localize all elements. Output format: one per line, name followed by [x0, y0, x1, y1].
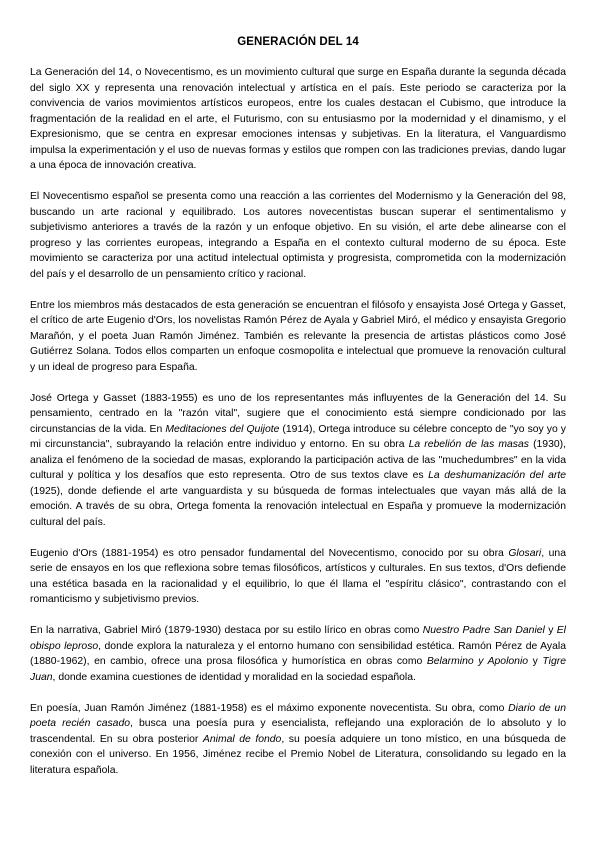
paragraph-3: [30, 298, 566, 376]
italic-title-text: La deshumanización del arte: [428, 470, 566, 481]
paragraph-text: José Ortega y Gasset (1883-1955) es uno de los representantes más influyentes de la Generación del 14. Su pensamiento, centrado en la "razón vital", sugiere que el conocimiento está siempre condicionado por las circunstancias de la vida. En: [30, 392, 566, 435]
paragraph-text: , donde explora la naturaleza y el entorno humano con sensibilidad estética. Ramón Pérez de Ayala (1880-1962), en cambio, ofrece una prosa filosófica y humorística en obras como: [30, 640, 566, 667]
paragraph-5: [30, 546, 566, 608]
italic-title-text: Tigre Juan: [30, 656, 566, 683]
italic-title-text: Glosari: [508, 547, 542, 559]
paragraph-text: Entre los miembros más destacados de esta generación se encuentran el filósofo y ensayista José Ortega y Gasset, el crítico de arte Eugenio d'Ors, los novelistas Ramón Pérez de Ayala y Gabriel Miró, el médico y ensayista Gregorio Marañón, y el poeta Juan Ramón Jiménez. También es relevante la presencia de artistas plásticos como José Gutiérrez Solana. Todos ellos comparten un enfoque cosmopolita e intelectual que promueve la renovación cultural y un ideal de progreso para España.: [30, 299, 566, 373]
paragraph-text: La Generación del 14, o Novecentismo, es un movimiento cultural que surge en España durante la segunda década del siglo XX y representa una renovación intelectual y artística en el país. Este periodo se caracteriza por la convivencia de varios movimientos artísticos europeos, entre los cuales destacan el Cubismo, que introduce la fragmentación de la realidad en el arte, el Futurismo, con su entusiasmo por la modernidad y el dinamismo, y el Expresionismo, que se centra en expresar emociones intensas y subjetivas. En la literatura, el Vanguardismo impulsa la experimentación y el uso de nuevas formas y estilos que rompen con las tradiciones previas, dando lugar a una época de innovación creativa.: [30, 67, 566, 171]
paragraph-text: y: [528, 656, 543, 667]
document-body: [30, 65, 566, 778]
paragraph-text: (1925), donde defiende el arte vanguardista y su búsqueda de formas intelectuales que vayan más allá de la emoción. A través de su obra, Ortega fomenta la renovación intelectual en España y promueve la modernización cultural del país.: [30, 485, 566, 528]
italic-title-text: Belarmino y Apolonio: [426, 656, 529, 667]
paragraph-6: [30, 623, 566, 685]
paragraph-2: [30, 189, 566, 282]
italic-title-text: La rebelión de las masas: [408, 439, 529, 450]
paragraph-4: [30, 391, 566, 531]
paragraph-1: [30, 65, 566, 174]
italic-title-text: Nuestro Padre San Daniel: [422, 625, 545, 636]
paragraph-text: , busca una poesía pura y esencialista, reflejando una exploración de lo absoluto y lo trascendental. En su obra posterior: [30, 718, 566, 745]
paragraph-text: En poesía, Juan Ramón Jiménez (1881-1958) es el máximo exponente novecentista. Su obra, como: [30, 702, 509, 714]
paragraph-text: (1914), Ortega introduce su célebre concepto de "yo soy yo y mi circunstancia", subrayando la relación entre individuo y entorno. En su obra: [30, 423, 566, 450]
italic-title-text: Meditaciones del Quijote: [165, 423, 280, 435]
document-title: GENERACIÓN DEL 14: [237, 36, 359, 48]
paragraph-text: , donde examina cuestiones de identidad y moralidad en la sociedad española.: [52, 671, 416, 683]
paragraph-text: El Novecentismo español se presenta como una reacción a las corrientes del Modernismo y la Generación del 98, buscando un arte racional y equilibrado. Los autores novecentistas buscan superar el sentimentalismo y subjetivismo anteriores a través de la razón y un enfoque objetivo. En su visión, el arte debe alinearse con el progreso y las corrientes europeas, integrando a España en el contexto cultural moderno de su época. Este movimiento se caracteriza por una actitud intelectual optimista y progresista, comprometida con la modernización del país y el desarrollo de un pensamiento crítico y racional.: [30, 191, 566, 280]
italic-title-text: El obispo leproso: [30, 625, 566, 652]
paragraph-7: [30, 701, 566, 779]
paragraph-text: , su poesía adquiere un tono místico, en una búsqueda de conexión con el universo. En 1956, Jiménez recibe el Premio Nobel de Literatura, consolidando su legado en la literatura española.: [30, 733, 566, 776]
paragraph-text: y: [544, 625, 557, 636]
paragraph-text: (1930), analiza el fenómeno de la sociedad de masas, explorando la participación activa de las "muchedumbres" en la vida cultural y política y los desafíos que esto representa. Otro de sus textos clave es: [30, 439, 566, 481]
paragraph-text: En la narrativa, Gabriel Miró (1879-1930) destaca por su estilo lírico en obras como: [30, 625, 423, 636]
paragraph-text: Eugenio d'Ors (1881-1954) es otro pensador fundamental del Novecentismo, conocido por su obra: [30, 547, 509, 559]
paragraph-text: , una serie de ensayos en los que reflexiona sobre temas filosóficos, artísticos y culturales. En sus textos, d'Ors defiende una estética basada en la racionalidad y el equilibrio, lo que él llama el "espíritu clásico", contrastando con el romanticismo y subjetivismo previos.: [30, 547, 566, 605]
document-page: [30, 36, 566, 794]
italic-title-text: Diario de un poeta recién casado: [30, 702, 566, 729]
italic-title-text: Animal de fondo: [202, 733, 282, 745]
